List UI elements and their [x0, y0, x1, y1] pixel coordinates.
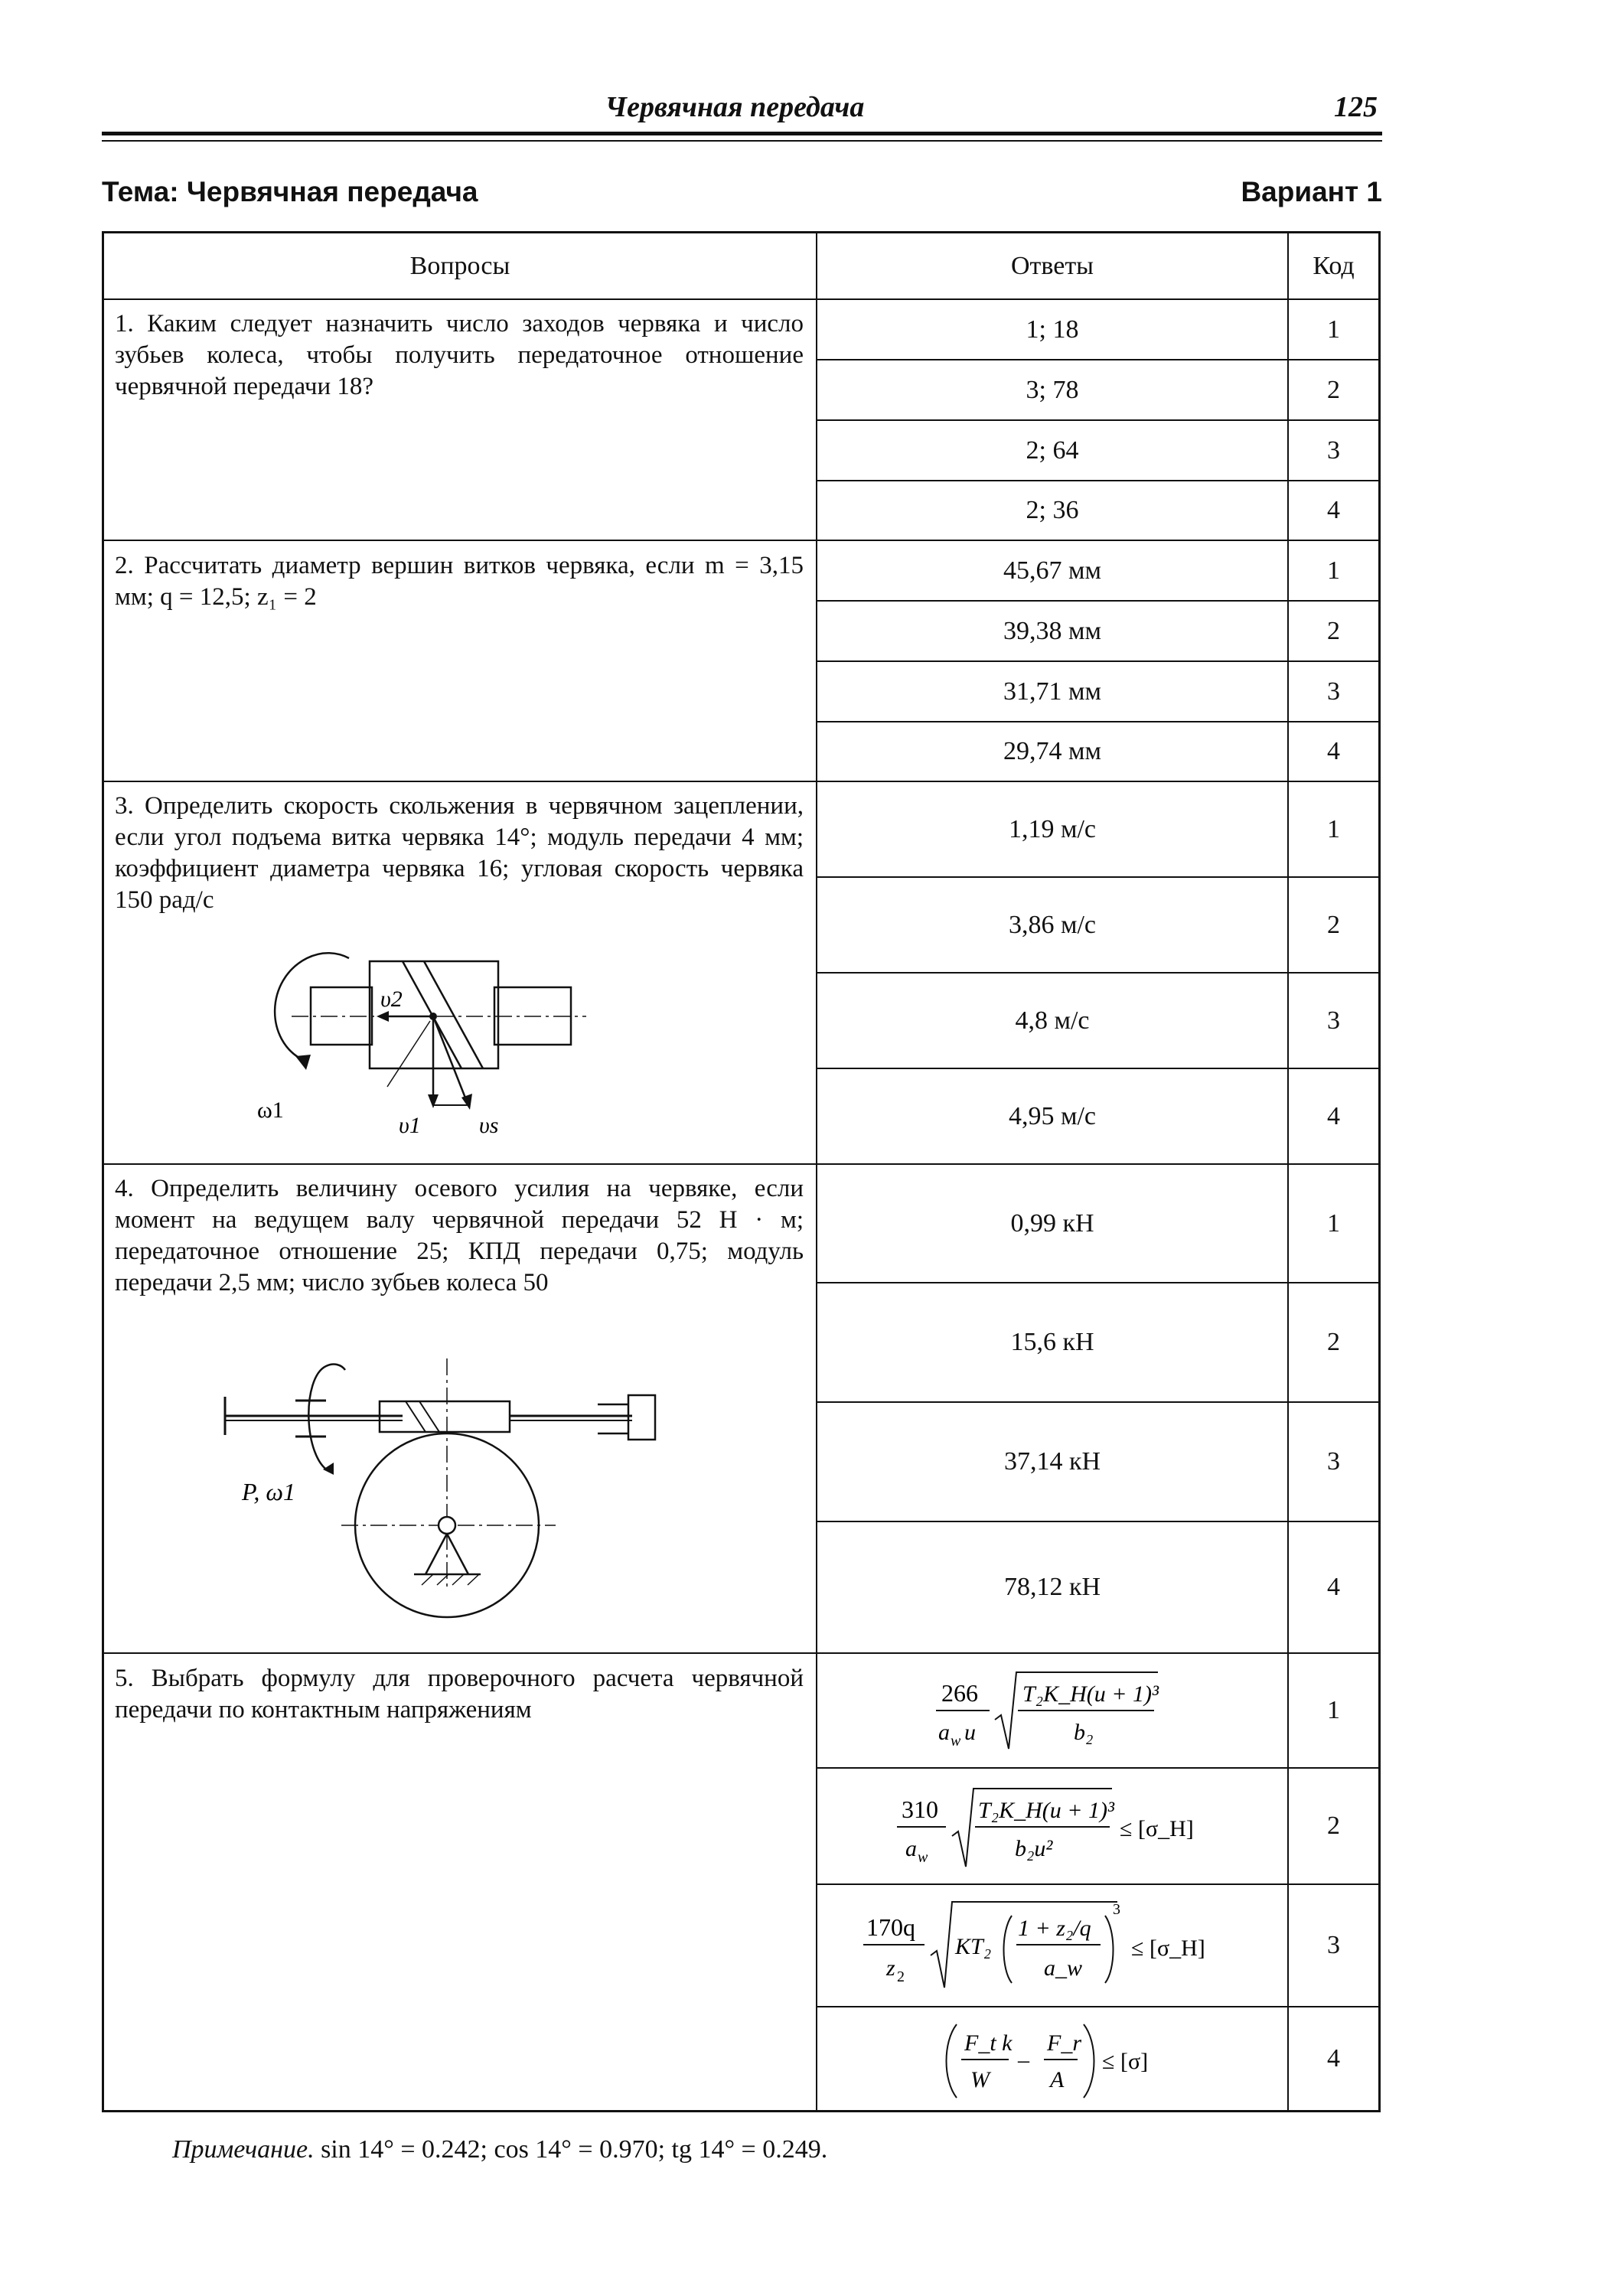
- formula-3-tail: ≤ [σ_H]: [1131, 1936, 1205, 1961]
- question-1-text: 1. Каким следует назначить число заходов червяка и число зубьев колеса, чтобы получить передаточное отношение червячной передачи 18?: [115, 310, 804, 400]
- formula-3-rad-top: 1 + z₂/q: [1018, 1916, 1091, 1941]
- col-header-questions: Вопросы: [409, 251, 510, 280]
- col-header-code: Код: [1313, 251, 1355, 280]
- code-2-3: 3: [1327, 677, 1340, 706]
- footnote-label: Примечание.: [172, 2135, 315, 2164]
- formula-1-rad-top: T₂K_H(u + 1)³: [1022, 1681, 1159, 1707]
- answer-3-3: 4,8 м/с: [1015, 1006, 1090, 1035]
- answer-2-3: 31,71 мм: [1003, 677, 1102, 706]
- question-5-text: 5. Выбрать формулу для проверочного расчета червячной передачи по контактным напряжениям: [115, 1665, 804, 1724]
- code-2-1: 1: [1327, 556, 1340, 585]
- formula-2-num: 310: [902, 1795, 938, 1823]
- code-3-1: 1: [1327, 814, 1340, 843]
- answer-1-3: 2; 64: [1026, 435, 1079, 465]
- formula-3-num: 170q: [866, 1913, 915, 1941]
- topic-title: Тема: Червячная передача: [102, 176, 478, 207]
- code-4-2: 2: [1327, 1328, 1340, 1356]
- formula-4-f1-num: F_t k: [964, 2030, 1013, 2056]
- formula-3: [817, 1885, 1287, 2006]
- v1-label: υ1: [399, 1113, 421, 1138]
- answer-1-4: 2; 36: [1026, 496, 1079, 524]
- question-2-text: 2. Рассчитать диаметр вершин витков червяка, если m = 3,15 мм; q = 12,5; z₁ = 2: [115, 552, 804, 611]
- answer-3-4: 4,95 м/с: [1008, 1101, 1097, 1130]
- formula-2-rad-bot: b₂u²: [1015, 1836, 1053, 1861]
- col-header-answers: Ответы: [1010, 251, 1094, 280]
- formula-2-den: a: [905, 1836, 917, 1861]
- formula-2: [817, 1769, 1287, 1883]
- formula-1-den: a: [938, 1720, 950, 1745]
- running-title: Червячная передача: [605, 91, 865, 123]
- omega-label: ω1: [257, 1097, 284, 1123]
- formula-3-rad-bot: a_w: [1044, 1955, 1083, 1981]
- formula-3-rad-prefix: KT₂: [955, 1934, 992, 1959]
- answer-2-4: 29,74 мм: [1003, 737, 1102, 765]
- formula-3-den-sub: 2: [897, 1968, 905, 1985]
- formula-1-den-tail: u: [964, 1720, 976, 1745]
- code-4-1: 1: [1327, 1208, 1340, 1238]
- answer-1-2: 3; 78: [1026, 375, 1079, 404]
- code-3-4: 4: [1327, 1101, 1340, 1130]
- page-number: 125: [1334, 91, 1378, 123]
- formula-2-den-sub: w: [918, 1849, 928, 1866]
- header-rule: [102, 132, 1382, 135]
- answer-4-1: 0,99 кН: [1010, 1208, 1094, 1238]
- question-4-text: 4. Определить величину осевого усилия на червяке, если момент на ведущем валу червячной передачи 52 Н · м; передаточное отношение 25; КПД передачи 0,75; модуль передачи 2,5 мм; число зубьев колеса 50: [115, 1175, 804, 1296]
- code-5-3: 3: [1327, 1931, 1340, 1959]
- footnote: [172, 2135, 827, 2164]
- header-rule-thin: [102, 140, 1382, 142]
- formula-2-tail: ≤ [σ_H]: [1120, 1816, 1194, 1841]
- code-1-4: 4: [1327, 496, 1340, 524]
- code-2-4: 4: [1327, 737, 1340, 765]
- question-3-text: 3. Определить скорость скольжения в червячном зацеплении, если угол подъема витка червяка 14°; модуль передачи 4 мм; коэффициент диаметра червяка 16; угловая скорость червяка 150 рад/с: [115, 792, 804, 914]
- answer-4-3: 37,14 кН: [1003, 1447, 1101, 1476]
- formula-3-den: z: [886, 1955, 895, 1981]
- answer-3-1: 1,19 м/с: [1008, 814, 1097, 843]
- code-3-3: 3: [1327, 1006, 1340, 1035]
- code-2-2: 2: [1327, 616, 1340, 645]
- formula-4-tail: ≤ [σ]: [1102, 2049, 1149, 2074]
- variant-label: Вариант 1: [1241, 176, 1382, 207]
- code-5-1: 1: [1327, 1696, 1340, 1724]
- formula-2-rad-top: T₂K_H(u + 1)³: [978, 1798, 1115, 1823]
- answer-2-1: 45,67 мм: [1003, 556, 1102, 585]
- worm-gear-diagram: [219, 1358, 693, 1695]
- force-omega-label: P, ω1: [242, 1478, 296, 1505]
- answer-2-2: 39,38 мм: [1003, 616, 1102, 645]
- formula-1-rad-bot: b₂: [1074, 1720, 1094, 1745]
- code-4-4: 4: [1327, 1573, 1340, 1601]
- formula-4-f2-den: A: [1050, 2067, 1065, 2092]
- code-3-2: 2: [1327, 910, 1340, 939]
- code-1-2: 2: [1327, 375, 1340, 404]
- svg-text:–: –: [1018, 2047, 1029, 2073]
- answer-3-2: 3,86 м/с: [1008, 910, 1097, 939]
- formula-1: [817, 1654, 1287, 1767]
- code-1-3: 3: [1327, 435, 1340, 465]
- worm-velocity-diagram: [249, 941, 632, 1140]
- formula-4-f1-den: W: [970, 2067, 990, 2092]
- answer-4-2: 15,6 кН: [1010, 1328, 1094, 1356]
- vs-label: υs: [479, 1113, 499, 1138]
- formula-4-f2-num: F_r: [1047, 2030, 1081, 2056]
- answer-1-1: 1; 18: [1026, 315, 1079, 344]
- formula-1-den-sub: w: [951, 1733, 961, 1750]
- formula-1-num: 266: [941, 1679, 978, 1707]
- svg-text:3: 3: [1113, 1901, 1120, 1918]
- code-5-2: 2: [1327, 1812, 1340, 1840]
- code-5-4: 4: [1327, 2044, 1340, 2073]
- v2-label: υ2: [380, 987, 403, 1012]
- formula-4: [817, 2007, 1287, 2110]
- code-1-1: 1: [1327, 315, 1340, 344]
- footnote-text: sin 14° = 0.242; cos 14° = 0.970; tg 14° = 0.249.: [321, 2135, 828, 2164]
- quiz-table: [102, 231, 1381, 2112]
- answer-4-4: 78,12 кН: [1003, 1573, 1101, 1601]
- code-4-3: 3: [1327, 1447, 1340, 1476]
